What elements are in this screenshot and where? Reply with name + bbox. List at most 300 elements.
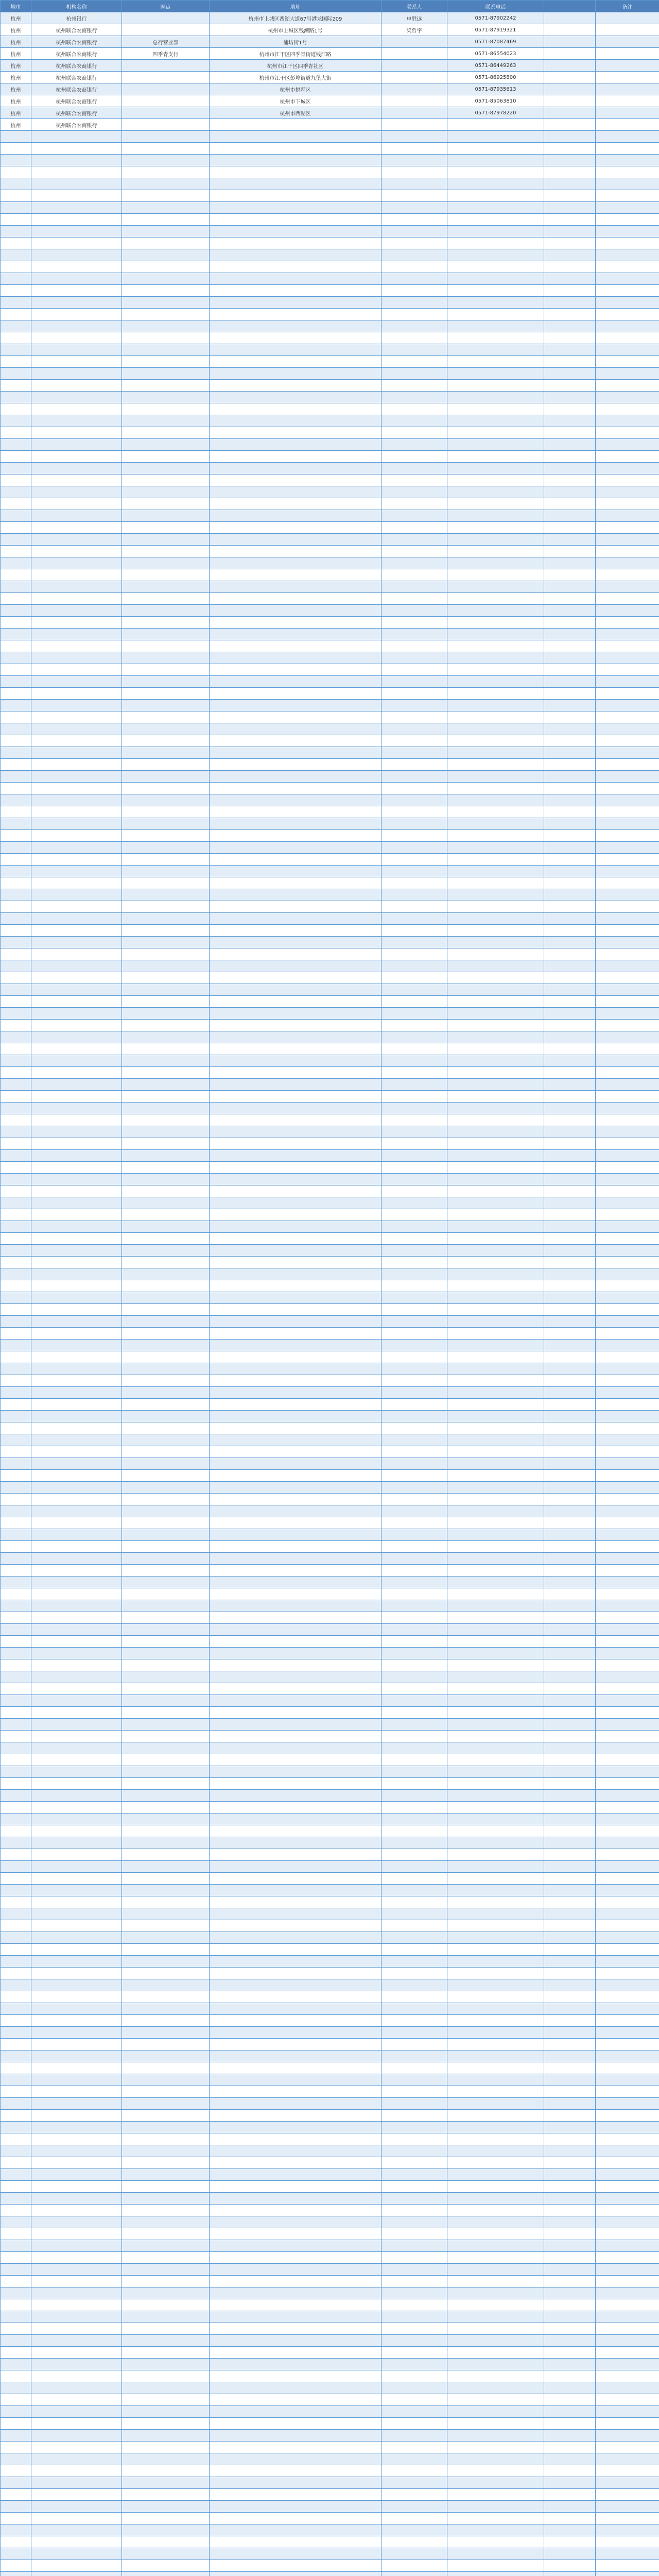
table-cell (596, 984, 659, 996)
table-row (1, 297, 659, 309)
table-cell (210, 2489, 381, 2501)
table-cell (381, 2394, 447, 2406)
table-cell (210, 2181, 381, 2193)
table-cell (1, 794, 31, 806)
table-row (1, 2560, 659, 2572)
table-cell (447, 2145, 544, 2157)
table-cell (381, 1612, 447, 1624)
table-cell (31, 1020, 122, 1031)
table-cell (381, 1292, 447, 1304)
table-cell (210, 309, 381, 320)
table-cell (122, 2003, 210, 2015)
table-cell (210, 249, 381, 261)
table-cell (381, 83, 447, 95)
table-cell (447, 2074, 544, 2086)
table-cell (1, 1778, 31, 1790)
table-cell (544, 960, 596, 972)
table-cell (381, 1020, 447, 1031)
table-cell (210, 1861, 381, 1873)
table-cell (544, 249, 596, 261)
table-cell (31, 2347, 122, 2359)
table-cell (544, 1588, 596, 1600)
table-row (1, 1008, 659, 1020)
table-cell (210, 937, 381, 948)
table-cell (122, 356, 210, 368)
table-cell (544, 2382, 596, 2394)
table-cell (1, 474, 31, 486)
table-cell (1, 1268, 31, 1280)
table-cell (210, 2418, 381, 2430)
table-cell (122, 1257, 210, 1268)
table-cell (1, 960, 31, 972)
table-cell (122, 1375, 210, 1387)
table-cell (447, 1103, 544, 1114)
table-cell (544, 1257, 596, 1268)
table-cell (381, 2311, 447, 2323)
table-cell (210, 557, 381, 569)
table-cell (1, 1020, 31, 1031)
table-cell (31, 700, 122, 711)
table-cell (381, 2299, 447, 2311)
table-cell (1, 1861, 31, 1873)
table-cell (544, 1683, 596, 1695)
table-cell (381, 1126, 447, 1138)
table-cell (31, 2157, 122, 2169)
table-cell (544, 1612, 596, 1624)
table-cell (381, 1541, 447, 1553)
table-cell (544, 842, 596, 854)
table-cell (596, 415, 659, 427)
table-cell (447, 238, 544, 249)
table-cell (31, 877, 122, 889)
table-cell (381, 984, 447, 996)
table-cell: 0571-87935613 (447, 83, 544, 95)
table-cell (596, 913, 659, 925)
table-cell (210, 226, 381, 238)
table-cell (210, 1612, 381, 1624)
table-cell (596, 1648, 659, 1659)
table-cell (381, 486, 447, 498)
table-cell (544, 1126, 596, 1138)
table-cell (381, 474, 447, 486)
table-cell (31, 320, 122, 332)
table-cell (381, 877, 447, 889)
table-cell (381, 2524, 447, 2536)
table-cell (544, 2347, 596, 2359)
table-cell (31, 1197, 122, 1209)
table-cell (544, 2145, 596, 2157)
table-cell (31, 1873, 122, 1885)
table-cell (122, 498, 210, 510)
table-cell (596, 889, 659, 901)
table-cell (544, 830, 596, 842)
table-cell (447, 403, 544, 415)
table-cell (596, 925, 659, 937)
table-cell (596, 273, 659, 285)
table-cell (596, 1565, 659, 1577)
table-cell: 0571-86554023 (447, 48, 544, 60)
table-cell (447, 1885, 544, 1896)
table-cell (31, 2145, 122, 2157)
table-cell (1, 2110, 31, 2122)
table-cell (31, 1091, 122, 1103)
table-cell (122, 392, 210, 403)
table-cell (596, 1245, 659, 1257)
table-cell (381, 2382, 447, 2394)
table-cell (544, 534, 596, 546)
table-cell (544, 1114, 596, 1126)
table-cell (31, 2453, 122, 2465)
table-cell (31, 2311, 122, 2323)
table-cell (381, 2181, 447, 2193)
table-cell (122, 1814, 210, 1825)
table-row (1, 652, 659, 664)
table-cell (31, 830, 122, 842)
table-cell (381, 190, 447, 202)
table-cell (596, 1837, 659, 1849)
table-cell (31, 889, 122, 901)
table-cell (447, 1174, 544, 1185)
table-cell (447, 2287, 544, 2299)
table-cell (544, 2133, 596, 2145)
table-cell (544, 1458, 596, 1470)
table-cell (1, 2560, 31, 2572)
table-row (1, 427, 659, 439)
table-cell (544, 1103, 596, 1114)
table-cell (122, 2477, 210, 2489)
table-cell (210, 1754, 381, 1766)
table-row (1, 1659, 659, 1671)
table-cell (544, 1091, 596, 1103)
table-cell (447, 1896, 544, 1908)
table-cell (31, 1541, 122, 1553)
table-row (1, 1150, 659, 1162)
table-cell (544, 1067, 596, 1079)
table-cell (31, 155, 122, 166)
table-cell (122, 2228, 210, 2240)
table-cell (210, 2205, 381, 2216)
table-cell (31, 261, 122, 273)
table-cell (1, 1422, 31, 1434)
table-cell (122, 1790, 210, 1802)
table-cell (544, 2359, 596, 2370)
table-cell (1, 1162, 31, 1174)
table-cell (31, 901, 122, 913)
table-cell (596, 818, 659, 830)
table-cell (544, 1920, 596, 1932)
table-cell (31, 1861, 122, 1873)
table-cell (447, 1991, 544, 2003)
table-cell (596, 2501, 659, 2513)
table-cell (1, 2193, 31, 2205)
table-cell (122, 2548, 210, 2560)
table-cell (381, 842, 447, 854)
table-cell (447, 2442, 544, 2453)
table-cell (31, 1494, 122, 1505)
table-cell (210, 925, 381, 937)
table-cell (31, 2465, 122, 2477)
table-cell (1, 534, 31, 546)
table-cell (544, 60, 596, 72)
table-cell (544, 1245, 596, 1257)
table-cell (544, 2050, 596, 2062)
table-cell (596, 2442, 659, 2453)
table-cell (596, 676, 659, 688)
table-row (1, 1067, 659, 1079)
table-cell (544, 1422, 596, 1434)
table-cell (210, 1363, 381, 1375)
table-cell (381, 1588, 447, 1600)
table-cell (122, 2394, 210, 2406)
table-cell (381, 2003, 447, 2015)
table-cell (447, 747, 544, 759)
table-cell (31, 605, 122, 617)
table-cell (596, 1020, 659, 1031)
table-cell (122, 1304, 210, 1316)
table-cell (447, 546, 544, 557)
table-row (1, 569, 659, 581)
table-cell (122, 771, 210, 783)
table-cell (210, 178, 381, 190)
table-cell (596, 711, 659, 723)
table-cell (447, 2370, 544, 2382)
table-cell (210, 1671, 381, 1683)
table-cell (122, 2430, 210, 2442)
table-cell (31, 1233, 122, 1245)
table-cell (31, 866, 122, 877)
table-row (1, 877, 659, 889)
table-cell (31, 664, 122, 676)
table-cell (596, 948, 659, 960)
table-cell (31, 1470, 122, 1482)
table-cell (381, 1885, 447, 1896)
table-row (1, 771, 659, 783)
table-cell (1, 202, 31, 214)
table-cell (1, 842, 31, 854)
table-cell (381, 1849, 447, 1861)
table-cell (447, 119, 544, 131)
table-cell (596, 794, 659, 806)
table-cell (1, 818, 31, 830)
table-cell (122, 1091, 210, 1103)
table-cell: 0571-87087469 (447, 36, 544, 48)
table-cell (544, 913, 596, 925)
table-cell (381, 1719, 447, 1731)
table-row (1, 2335, 659, 2347)
table-cell (544, 1411, 596, 1422)
table-row (1, 1766, 659, 1778)
table-cell (447, 2359, 544, 2370)
table-cell (1, 2442, 31, 2453)
table-cell (210, 2382, 381, 2394)
table-cell (447, 155, 544, 166)
table-cell (31, 557, 122, 569)
table-cell (544, 1979, 596, 1991)
table-cell (31, 463, 122, 474)
table-cell (210, 1126, 381, 1138)
table-cell (210, 948, 381, 960)
table-cell (210, 581, 381, 593)
table-cell (381, 1908, 447, 1920)
table-cell (381, 806, 447, 818)
table-cell (210, 830, 381, 842)
table-cell (31, 1588, 122, 1600)
table-cell (1, 1896, 31, 1908)
table-row (1, 190, 659, 202)
table-cell (447, 1079, 544, 1091)
table-cell (544, 2299, 596, 2311)
table-cell (381, 2110, 447, 2122)
table-cell (596, 486, 659, 498)
table-cell (210, 913, 381, 925)
table-cell (381, 1873, 447, 1885)
table-cell (1, 569, 31, 581)
table-cell (210, 1908, 381, 1920)
table-cell (447, 510, 544, 522)
table-cell (122, 238, 210, 249)
table-cell (544, 107, 596, 119)
table-cell (31, 1031, 122, 1043)
table-cell (447, 996, 544, 1008)
table-cell (210, 332, 381, 344)
table-cell (1, 131, 31, 143)
table-cell (381, 1754, 447, 1766)
table-cell (381, 439, 447, 451)
table-row (1, 818, 659, 830)
table-cell (596, 569, 659, 581)
table-cell (381, 1659, 447, 1671)
table-cell (122, 463, 210, 474)
table-cell (122, 1908, 210, 1920)
table-cell (447, 877, 544, 889)
table-row (1, 36, 659, 48)
table-cell (544, 2122, 596, 2133)
table-cell (381, 1422, 447, 1434)
table-cell (31, 2430, 122, 2442)
table-cell (596, 155, 659, 166)
table-cell (1, 1553, 31, 1565)
table-cell (596, 238, 659, 249)
table-row (1, 143, 659, 155)
table-cell (447, 474, 544, 486)
table-cell (31, 2323, 122, 2335)
table-cell (381, 1968, 447, 1979)
table-cell (544, 2477, 596, 2489)
table-cell (381, 392, 447, 403)
table-cell (122, 1932, 210, 1944)
table-cell (1, 2086, 31, 2098)
table-cell (210, 1304, 381, 1316)
table-cell (596, 1814, 659, 1825)
table-cell (210, 155, 381, 166)
table-row (1, 1683, 659, 1695)
table-cell (122, 60, 210, 72)
table-cell (381, 2347, 447, 2359)
table-cell (31, 2560, 122, 2572)
table-cell (447, 972, 544, 984)
table-cell (596, 2074, 659, 2086)
table-cell (544, 747, 596, 759)
table-cell (1, 581, 31, 593)
table-cell (122, 676, 210, 688)
table-cell (596, 332, 659, 344)
table-row (1, 486, 659, 498)
table-cell (544, 1316, 596, 1328)
table-cell (596, 783, 659, 794)
table-cell (31, 439, 122, 451)
table-cell (1, 1600, 31, 1612)
table-cell (544, 1861, 596, 1873)
table-cell (544, 676, 596, 688)
table-cell (381, 2228, 447, 2240)
table-cell (210, 2524, 381, 2536)
table-cell (596, 522, 659, 534)
table-cell (544, 2418, 596, 2430)
table-cell (1, 664, 31, 676)
table-row (1, 2453, 659, 2465)
table-cell (447, 723, 544, 735)
table-cell (544, 1802, 596, 1814)
table-cell (381, 2205, 447, 2216)
table-cell (210, 1079, 381, 1091)
table-cell (381, 2264, 447, 2276)
table-cell (31, 1340, 122, 1351)
table-cell (544, 1837, 596, 1849)
table-cell (596, 2181, 659, 2193)
table-cell (381, 640, 447, 652)
table-cell (447, 522, 544, 534)
table-cell (122, 439, 210, 451)
table-row (1, 1340, 659, 1351)
table-cell (1, 2027, 31, 2039)
table-cell (596, 747, 659, 759)
table-cell (381, 155, 447, 166)
table-cell (381, 1624, 447, 1636)
table-row (1, 2157, 659, 2169)
table-row (1, 1849, 659, 1861)
table-row (1, 557, 659, 569)
table-cell (31, 581, 122, 593)
table-cell (31, 2181, 122, 2193)
table-cell (1, 356, 31, 368)
table-row (1, 1588, 659, 1600)
table-cell (596, 617, 659, 629)
table-row (1, 1636, 659, 1648)
table-cell (31, 190, 122, 202)
table-cell (544, 1470, 596, 1482)
table-cell (1, 830, 31, 842)
table-cell (1, 1766, 31, 1778)
table-cell (447, 901, 544, 913)
table-cell (31, 1055, 122, 1067)
table-cell (544, 2205, 596, 2216)
table-cell (447, 2181, 544, 2193)
table-cell (122, 534, 210, 546)
table-cell (122, 723, 210, 735)
table-cell (210, 972, 381, 984)
table-cell (210, 1221, 381, 1233)
table-cell (447, 676, 544, 688)
table-cell (381, 36, 447, 48)
table-cell (122, 1754, 210, 1766)
table-cell (596, 119, 659, 131)
table-cell (122, 747, 210, 759)
table-cell (596, 1671, 659, 1683)
table-cell (596, 1411, 659, 1422)
table-cell (210, 1541, 381, 1553)
table-cell (544, 2548, 596, 2560)
table-cell (544, 1055, 596, 1067)
